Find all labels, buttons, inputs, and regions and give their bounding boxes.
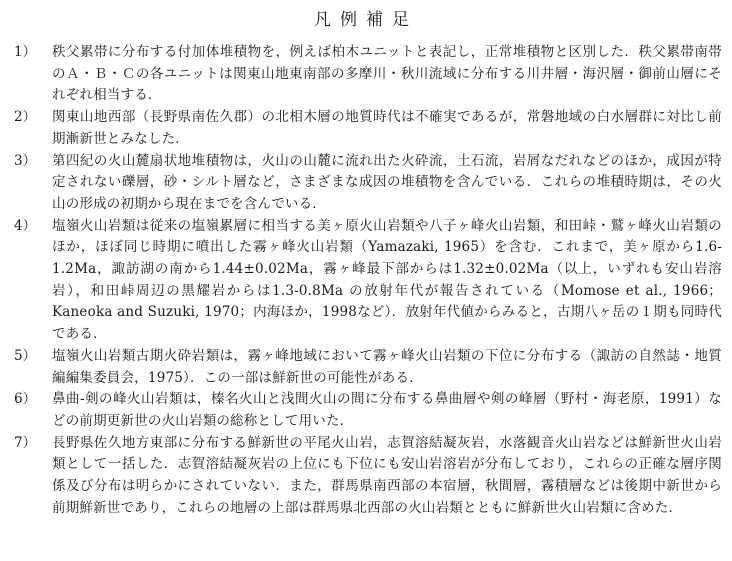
note-text: 関東山地西部（長野県南佐久郡）の北相木層の地質時代は不確実であるが，常磐地域の白水層群に対比し前期漸新世とみなした． (52, 109, 722, 147)
note-number: 6） (14, 391, 37, 408)
note-number: 1） (14, 44, 37, 60)
note-number: 5） (14, 347, 37, 364)
note-text: 第四紀の火山麓扇状地堆積物は，火山の山麓に流れ出た火砕流，土石流，岩屑なだれなどのほか，成因が特定されない礫層，砂・シルト層など，さまざまな成因の堆積物を含んでいる．これらの堆積時期は，その火山の形成の初期から現在までを含んでいる． (52, 152, 722, 212)
note-number: 7） (14, 434, 37, 451)
note-number: 3） (14, 152, 37, 169)
note-text: 塩嶺火山岩類古期火砕岩類は，霧ヶ峰地域において霧ヶ峰火山岩類の下位に分布する（諏訪の自然誌・地質編編集委員会，1975）．この一部は鮮新世の可能性がある． (52, 347, 722, 386)
note-number: 4） (14, 217, 37, 234)
note-item (14, 107, 722, 150)
note-item (14, 151, 722, 216)
note-item (14, 433, 722, 520)
note-item (14, 216, 722, 346)
note-text: 鼻曲-剣の峰火山岩類は，榛名火山と浅間火山の間に分布する鼻曲層や剣の峰層（野村・海老原，1991）などの前期更新世の火山岩類の総称として用いた． (52, 391, 722, 429)
note-text: 塩嶺火山岩類は従来の塩嶺累層に相当する美ヶ原火山岩類や八子ヶ峰火山岩類，和田峠・鷲ヶ峰火山岩類のほか，ほぼ同じ時期に噴出した霧ヶ峰火山岩類（Yamazaki, 1965）を含む．これまで，美ヶ原から1.6-1.2Ma，諏訪湖の南から1.44±0.02Ma，霧ヶ峰最下部からは1.32±0.02Ma（以上，いずれも安山岩溶岩），和田峠周辺の黒耀岩からは1.3-0.8Ma の放射年代が報告されている（Momose et al., 1966；Kaneoka and Suzuki, 1970；内海ほか，1998など）．放射年代値からみると，古期八ヶ岳の１期も同時代である． (52, 217, 722, 343)
note-number: 2） (14, 109, 37, 126)
note-item (14, 42, 722, 107)
note-text: 長野県佐久地方東部に分布する鮮新世の平尾火山岩，志賀溶結凝灰岩，水落観音火山岩などは鮮新世火山岩類として一括した．志賀溶結凝灰岩の上位にも下位にも安山岩溶岩が分布しており，これらの正確な層序関係及び分布は明らかにされていない．また，群馬県南西部の本宿層，秋間層，霧積層などは後期中新世から前期鮮新世であり，これらの地層の上部は群馬県北西部の火山岩類とともに鮮新世火山岩類に含めた． (52, 434, 722, 516)
page-title: 凡例補足 (314, 10, 418, 30)
note-item (14, 389, 722, 432)
note-item (14, 346, 722, 389)
note-text: 秩父累帯に分布する付加体堆積物を，例えば柏木ユニットと表記し，正常堆積物と区別した．秩父累帯南帯のＡ・Ｂ・Ｃの各ユニットは関東山地東南部の多摩川・秋川流域に分布する川井層・海沢層・御前山層にそれぞれ相当する． (52, 44, 722, 104)
notes-list (14, 42, 722, 519)
